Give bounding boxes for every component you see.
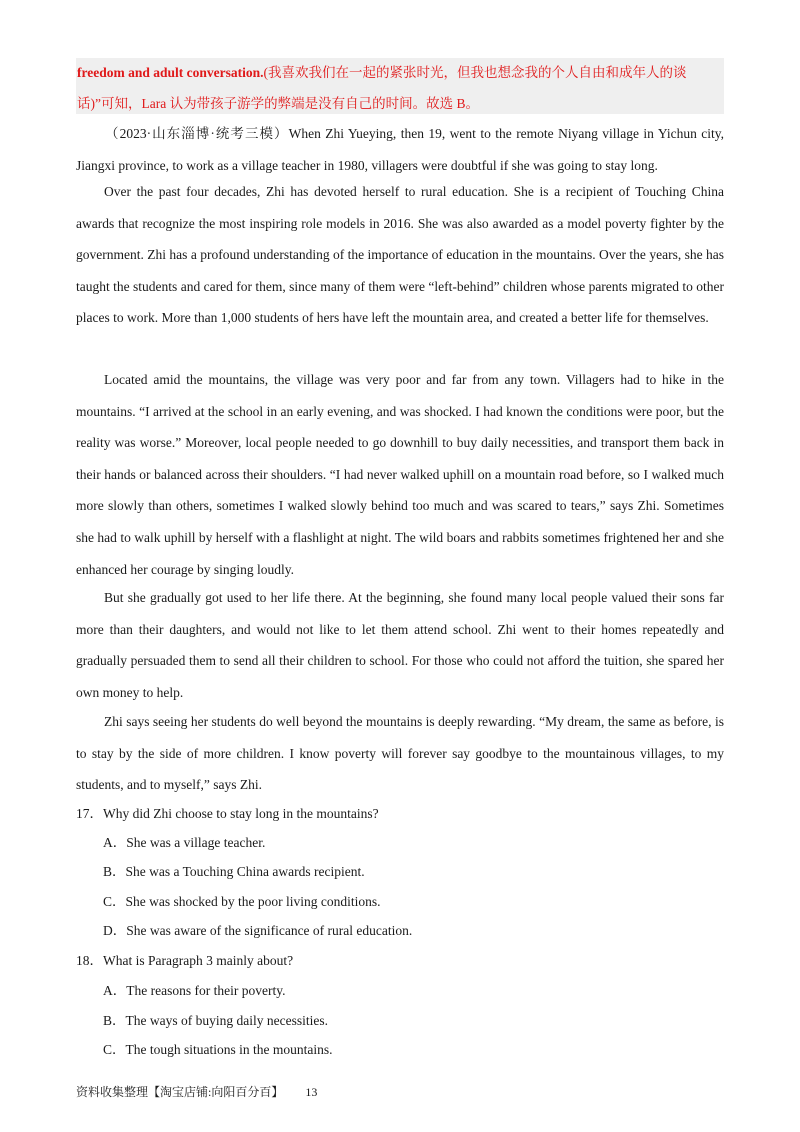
question-17-stem: 17．Why did Zhi choose to stay long in the mountains?: [76, 806, 379, 821]
question-17-option-d: D．She was aware of the significance of rural education.: [103, 923, 413, 938]
answer-note-line-2: 话)”可知，Lara 认为带孩子游学的弊端是没有自己的时间。故选 B。: [77, 96, 479, 111]
answer-note-rest: (我喜欢我们在一起的紧张时光，但我也想念我的个人自由和成年人的谈: [263, 65, 687, 80]
answer-note-bold: freedom and adult conversation.: [77, 65, 264, 80]
question-18-option-b: B．The ways of buying daily necessities.: [103, 1013, 328, 1028]
passage-paragraph-4: But she gradually got used to her life there. At the beginning, she found many local people valued their sons far more than their daughters, and would not like to let them attend school. Zhi went to their homes repeatedly and gradually persuaded them to send all their children to school. For those who could not afford the tuition, she spared her own money to help.: [76, 590, 724, 700]
page-number: 13: [305, 1085, 318, 1099]
source-tag: （2023·山东淄博·统考三模）: [104, 126, 289, 141]
question-18-option-a: A．The reasons for their poverty.: [103, 983, 286, 998]
passage-paragraph-5: Zhi says seeing her students do well beyond the mountains is deeply rewarding. “My dream, the same as before, is to stay by the side of more children. I know poverty will forever say goodbye to the mountainous villages, to my students, and to myself,” says Zhi.: [76, 714, 724, 793]
passage-paragraph-1: （2023·山东淄博·统考三模）When Zhi Yueying, then 19, went to the remote Niyang village in Yichun city, Jiangxi province, to work as a village teacher in 1980, villagers were doubtful if she was going to stay long.: [76, 126, 724, 173]
passage-paragraph-3: Located amid the mountains, the village was very poor and far from any town. Villagers had to hike in the mountains. “I arrived at the school in an early evening, and was shocked. I had known the conditions were poor, but the reality was worse.” Moreover, local people needed to go downhill to buy daily necessities, and transport them back in their hands or balanced across their shoulders. “I had never walked uphill on a mountain road before, so I walked much more slowly than others, sometimes I walked slowly behind too much and was scared to tears,” says Zhi. Sometimes she had to walk uphill by herself with a flashlight at night. The wild boars and rabbits sometimes frightened her and she enhanced her courage by singing loudly.: [76, 372, 724, 577]
question-17-option-a: A．She was a village teacher.: [103, 835, 266, 850]
passage-paragraph-2: Over the past four decades, Zhi has devoted herself to rural education. She is a recipient of Touching China awards that recognize the most inspiring role models in 2016. She was also awarded as a model poverty fighter by the government. Zhi has a profound understanding of the importance of education in the mountains. Over the years, she has taught the students and cared for them, since many of them were “left-behind” children whose parents migrated to other places to work. More than 1,000 students of hers have left the mountain area, and created a better life for themselves.: [76, 184, 724, 326]
question-17-option-b: B．She was a Touching China awards recipient.: [103, 864, 365, 879]
question-18-option-c: C．The tough situations in the mountains.: [103, 1042, 333, 1057]
answer-note-line-1: [77, 63, 687, 83]
question-17-option-c: C．She was shocked by the poor living conditions.: [103, 894, 381, 909]
question-18-stem: 18．What is Paragraph 3 mainly about?: [76, 953, 294, 968]
footer-source: 资料收集整理【淘宝店铺:向阳百分百】: [76, 1085, 284, 1099]
page-footer: [76, 1083, 317, 1101]
